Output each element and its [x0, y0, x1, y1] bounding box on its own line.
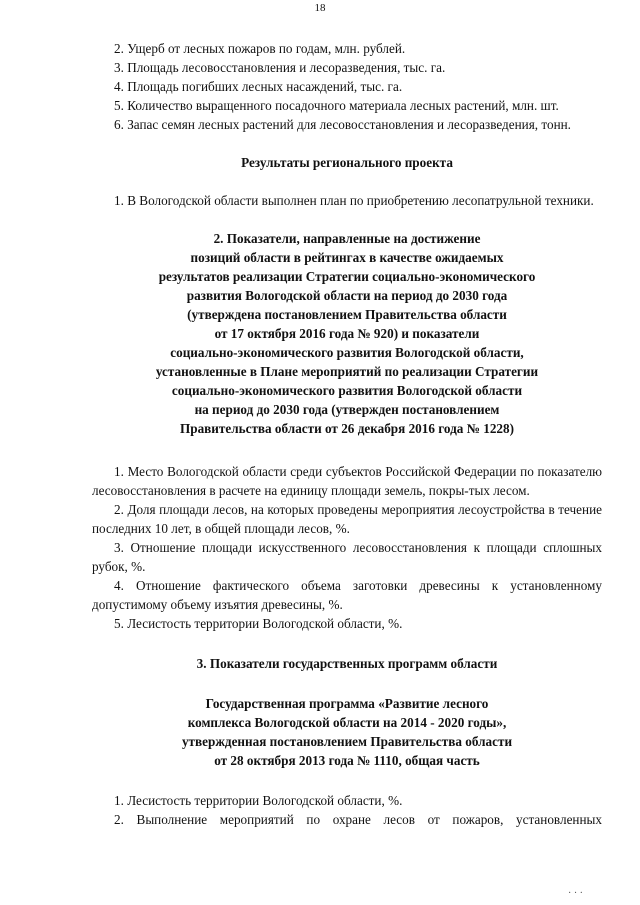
section-2-heading	[92, 229, 602, 438]
list-item: 3. Площадь лесовосстановления и лесоразведения, тыс. га.	[114, 60, 446, 75]
heading-line: установленные в Плане мероприятий по реализации Стратегии	[155, 364, 539, 379]
program-heading	[92, 694, 602, 770]
heading-line: Правительства области от 26 декабря 2016 года № 1228)	[179, 421, 514, 436]
heading-line: результатов реализации Стратегии социально-экономического	[158, 269, 536, 284]
heading-line: утвержденная постановлением Правительства области	[181, 734, 513, 749]
list-item: 1. В Вологодской области выполнен план по приобретению лесопатрульной техники.	[114, 193, 594, 208]
heading-line: 2. Показатели, направленные на достижение	[213, 231, 481, 246]
list-item: 1. Место Вологодской области среди субъектов Российской Федерации по показателю лесовосстановления в расчете на единицу площади земель, покры-тых лесом.	[92, 464, 602, 498]
heading-line: на период до 2030 года (утвержден постановлением	[194, 402, 500, 417]
section-3-heading: 3. Показатели государственных программ области	[196, 656, 498, 671]
heading-line: позиций области в рейтингах в качестве ожидаемых	[190, 250, 504, 265]
heading-line: (утверждена постановлением Правительства области	[187, 307, 507, 322]
section-2-list	[92, 462, 602, 633]
heading-line: комплекса Вологодской области на 2014 - 2020 годы»,	[187, 715, 507, 730]
heading-line: от 17 октября 2016 года № 920) и показатели	[214, 326, 480, 341]
page-number: 18	[314, 2, 326, 14]
list-item: 4. Площадь погибших лесных насаждений, тыс. га.	[114, 79, 403, 94]
list-item: 2. Ущерб от лесных пожаров по годам, млн. рублей.	[114, 41, 406, 56]
list-item: 4. Отношение фактического объема заготовки древесины к установленному допустимому объему изъятия древесины, %.	[92, 578, 602, 612]
list-item: 1. Лесистость территории Вологодской области, %.	[114, 793, 403, 808]
heading-line: социально-экономического развития Вологодской области	[171, 383, 523, 398]
section-heading-results: Результаты регионального проекта	[241, 155, 453, 170]
list-item: 2. Доля площади лесов, на которых проведены мероприятия лесоустройства в течение последних 10 лет, в общей площади лесов, %.	[92, 502, 602, 536]
heading-line: развития Вологодской области на период до 2030 года	[186, 288, 508, 303]
list-item: 2. Выполнение мероприятий по охране лесов от пожаров, установленных	[114, 812, 602, 827]
heading-line: Государственная программа «Развитие лесного	[205, 696, 489, 711]
list-item: 5. Лесистость территории Вологодской области, %.	[114, 616, 403, 631]
heading-line: социально-экономического развития Вологодской области,	[170, 345, 524, 360]
list-item: 5. Количество выращенного посадочного материала лесных растений, млн. шт.	[114, 98, 559, 113]
heading-line: от 28 октября 2013 года № 1110, общая часть	[214, 753, 480, 768]
list-item: 3. Отношение площади искусственного лесовосстановления к площади сплошных рубок, %.	[92, 540, 602, 574]
scan-mark: · · ·	[568, 888, 583, 899]
list-item: 6. Запас семян лесных растений для лесовосстановления и лесоразведения, тонн.	[114, 117, 571, 132]
section-3-list	[92, 791, 602, 829]
document-body	[92, 39, 602, 829]
